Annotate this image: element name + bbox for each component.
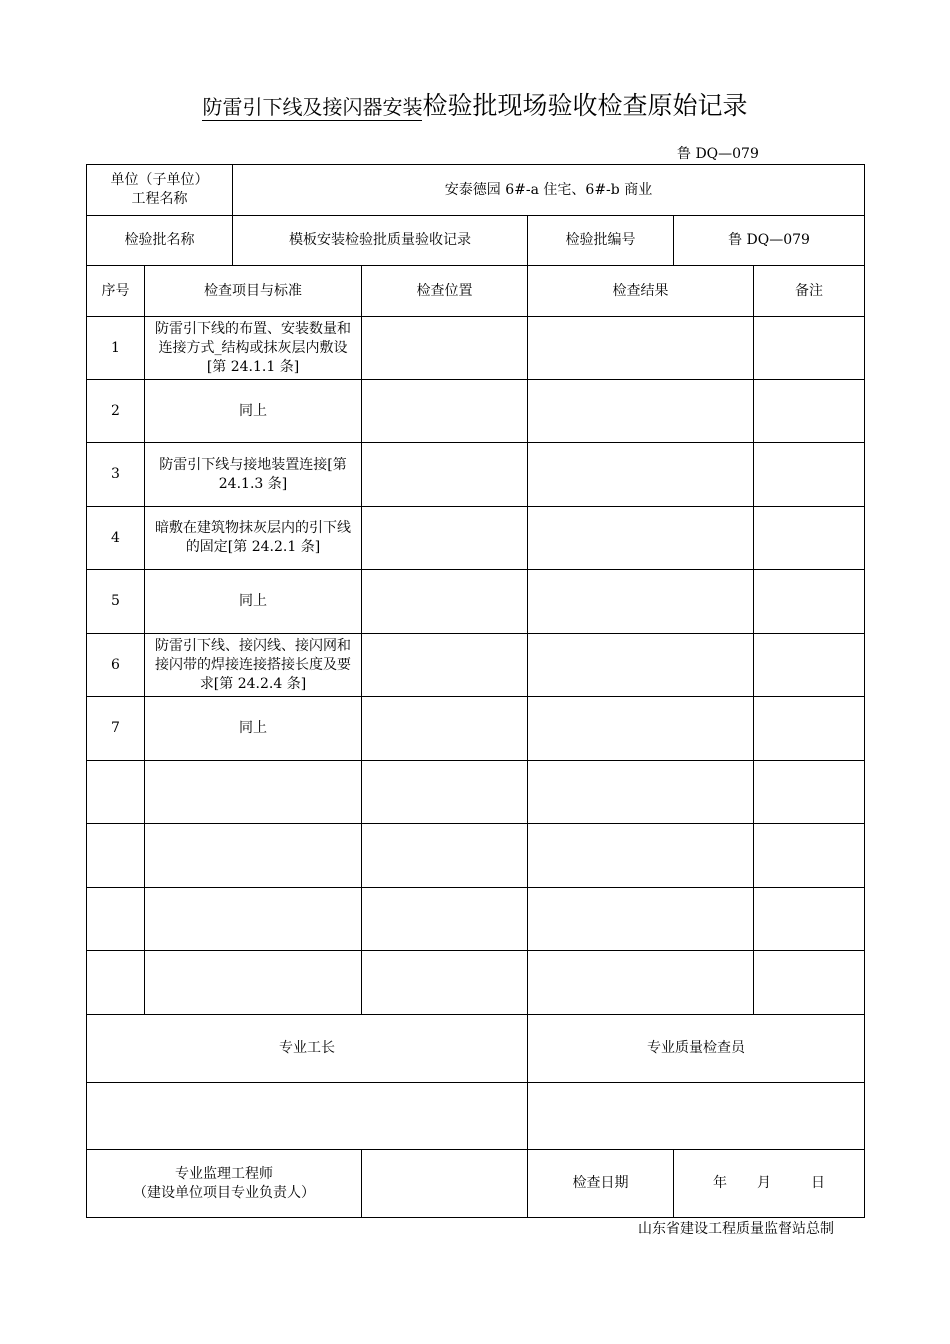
supervisor-label-line1: 专业监理工程师 bbox=[175, 1165, 273, 1182]
table-row bbox=[87, 888, 865, 951]
batch-name-value[interactable]: 模板安装检验批质量验收记录 bbox=[233, 216, 528, 266]
signature-space-row bbox=[87, 1083, 865, 1150]
row-remark-cell[interactable] bbox=[754, 888, 865, 951]
inspector-signature-field[interactable] bbox=[528, 1083, 865, 1150]
row-item bbox=[145, 888, 362, 951]
table-row bbox=[87, 824, 865, 888]
supervisor-row bbox=[87, 1150, 865, 1218]
form-code: 鲁 DQ—079 bbox=[677, 146, 759, 162]
row-seq: 6 bbox=[87, 634, 145, 697]
row-position-cell[interactable] bbox=[362, 317, 528, 380]
row-result-cell[interactable] bbox=[528, 507, 754, 570]
row-remark-cell[interactable] bbox=[754, 951, 865, 1015]
row-remark-cell[interactable] bbox=[754, 761, 865, 824]
row-item bbox=[145, 761, 362, 824]
row-item bbox=[145, 951, 362, 1015]
batch-no-label: 检验批编号 bbox=[528, 216, 674, 266]
row-seq bbox=[87, 951, 145, 1015]
row-item: 防雷引下线的布置、安装数量和连接方式_结构或抹灰层内敷设[第 24.1.1 条] bbox=[145, 317, 362, 380]
unit-label-line1: 单位（子单位） bbox=[110, 172, 209, 188]
supervisor-label-line2: （建设单位项目专业负责人） bbox=[133, 1184, 315, 1201]
row-position-cell[interactable] bbox=[362, 824, 528, 888]
row-seq: 5 bbox=[87, 570, 145, 634]
supervisor-signature-field[interactable] bbox=[362, 1150, 528, 1218]
col-header-position: 检查位置 bbox=[362, 266, 528, 317]
col-header-item: 检查项目与标准 bbox=[145, 266, 362, 317]
row-seq: 4 bbox=[87, 507, 145, 570]
row-remark-cell[interactable] bbox=[754, 634, 865, 697]
row-item: 同上 bbox=[145, 570, 362, 634]
unit-label-line2: 工程名称 bbox=[131, 191, 188, 207]
table-row bbox=[87, 761, 865, 824]
row-seq: 2 bbox=[87, 380, 145, 443]
row-position-cell[interactable] bbox=[362, 570, 528, 634]
row-result-cell[interactable] bbox=[528, 317, 754, 380]
inspection-record-table bbox=[86, 164, 865, 1218]
unit-value[interactable]: 安泰德园 6#-a 住宅、6#-b 商业 bbox=[233, 165, 865, 216]
project-name-row bbox=[87, 165, 865, 216]
inspector-label: 专业质量检查员 bbox=[528, 1015, 865, 1083]
row-item bbox=[145, 824, 362, 888]
column-header-row bbox=[87, 266, 865, 317]
row-seq bbox=[87, 761, 145, 824]
table-row bbox=[87, 570, 865, 634]
title-prefix: 防雷引下线及接闪器安装 bbox=[202, 95, 423, 119]
row-position-cell[interactable] bbox=[362, 888, 528, 951]
row-remark-cell[interactable] bbox=[754, 380, 865, 443]
row-result-cell[interactable] bbox=[528, 570, 754, 634]
row-remark-cell[interactable] bbox=[754, 317, 865, 380]
batch-row bbox=[87, 216, 865, 266]
row-result-cell[interactable] bbox=[528, 380, 754, 443]
unit-label-cell bbox=[87, 165, 233, 216]
row-position-cell[interactable] bbox=[362, 634, 528, 697]
row-item: 防雷引下线、接闪线、接闪网和接闪带的焊接连接搭接长度及要求[第 24.2.4 条] bbox=[145, 634, 362, 697]
table-row bbox=[87, 443, 865, 507]
date-field[interactable] bbox=[674, 1150, 865, 1218]
row-item: 同上 bbox=[145, 380, 362, 443]
row-seq: 1 bbox=[87, 317, 145, 380]
col-header-result: 检查结果 bbox=[528, 266, 754, 317]
row-position-cell[interactable] bbox=[362, 761, 528, 824]
row-remark-cell[interactable] bbox=[754, 824, 865, 888]
table-row bbox=[87, 951, 865, 1015]
row-position-cell[interactable] bbox=[362, 443, 528, 507]
document-title bbox=[0, 88, 950, 125]
col-header-remark: 备注 bbox=[754, 266, 865, 317]
batch-name-label: 检验批名称 bbox=[87, 216, 233, 266]
issuer-note: 山东省建设工程质量监督站总制 bbox=[638, 1221, 834, 1237]
col-header-seq: 序号 bbox=[87, 266, 145, 317]
row-item: 防雷引下线与接地装置连接[第 24.1.3 条] bbox=[145, 443, 362, 507]
row-remark-cell[interactable] bbox=[754, 570, 865, 634]
row-result-cell[interactable] bbox=[528, 951, 754, 1015]
batch-no-value[interactable]: 鲁 DQ—079 bbox=[674, 216, 865, 266]
row-seq bbox=[87, 888, 145, 951]
row-position-cell[interactable] bbox=[362, 697, 528, 761]
row-position-cell[interactable] bbox=[362, 951, 528, 1015]
foreman-signature-field[interactable] bbox=[87, 1083, 528, 1150]
row-result-cell[interactable] bbox=[528, 761, 754, 824]
row-seq: 7 bbox=[87, 697, 145, 761]
row-result-cell[interactable] bbox=[528, 824, 754, 888]
row-result-cell[interactable] bbox=[528, 443, 754, 507]
row-result-cell[interactable] bbox=[528, 888, 754, 951]
row-remark-cell[interactable] bbox=[754, 443, 865, 507]
foreman-label: 专业工长 bbox=[87, 1015, 528, 1083]
row-position-cell[interactable] bbox=[362, 507, 528, 570]
table-row bbox=[87, 317, 865, 380]
row-item: 暗敷在建筑物抹灰层内的引下线的固定[第 24.2.1 条] bbox=[145, 507, 362, 570]
row-result-cell[interactable] bbox=[528, 634, 754, 697]
date-day-label: 日 bbox=[811, 1175, 825, 1191]
date-year-label: 年 bbox=[713, 1175, 727, 1191]
title-suffix: 检验批现场验收检查原始记录 bbox=[422, 91, 748, 120]
row-seq: 3 bbox=[87, 443, 145, 507]
table-row bbox=[87, 380, 865, 443]
date-month-label: 月 bbox=[757, 1175, 771, 1191]
signature-label-row bbox=[87, 1015, 865, 1083]
row-result-cell[interactable] bbox=[528, 697, 754, 761]
row-item: 同上 bbox=[145, 697, 362, 761]
row-seq bbox=[87, 824, 145, 888]
row-remark-cell[interactable] bbox=[754, 697, 865, 761]
row-position-cell[interactable] bbox=[362, 380, 528, 443]
table-row bbox=[87, 697, 865, 761]
table-row bbox=[87, 634, 865, 697]
date-label: 检查日期 bbox=[528, 1150, 674, 1218]
supervisor-label-cell bbox=[87, 1150, 362, 1218]
table-row bbox=[87, 507, 865, 570]
row-remark-cell[interactable] bbox=[754, 507, 865, 570]
